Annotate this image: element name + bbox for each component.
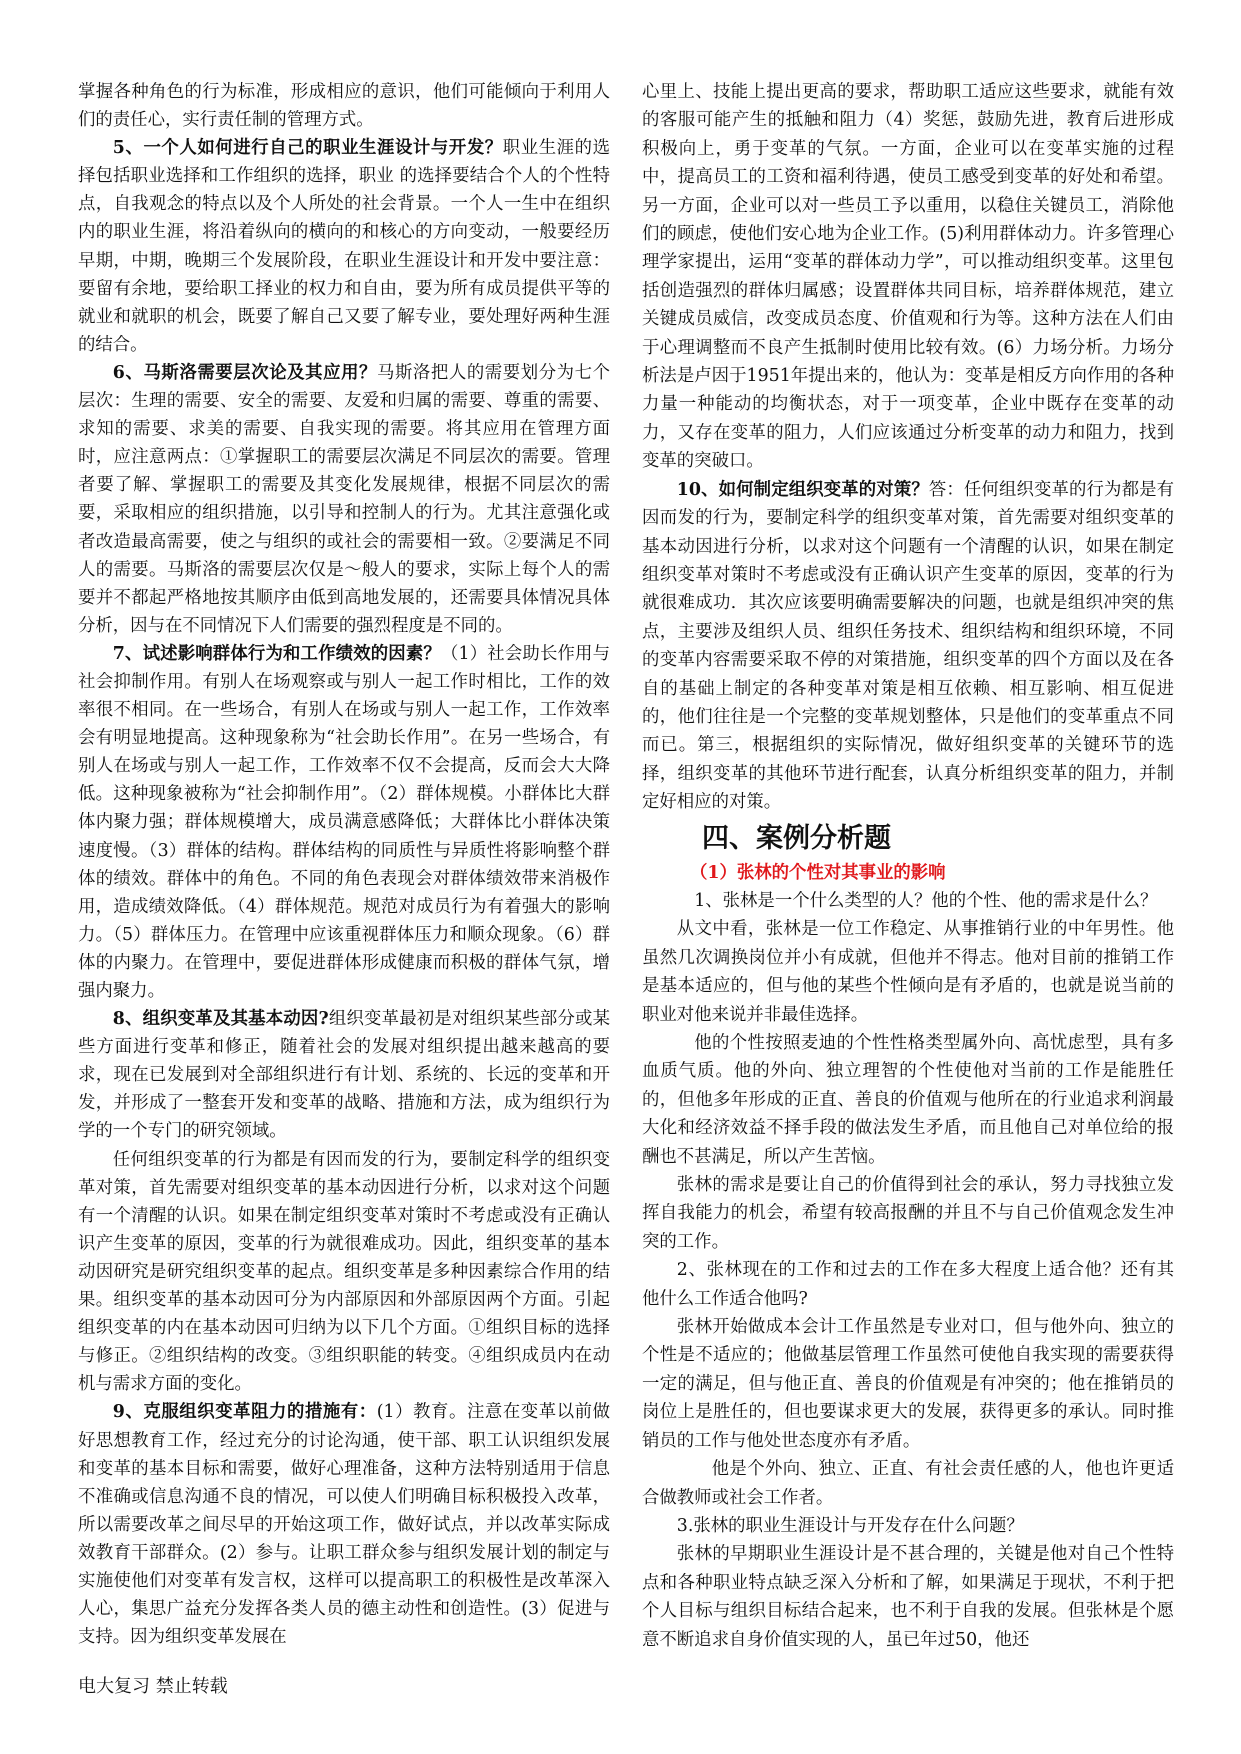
- question-10: [642, 476, 1174, 817]
- question-6-body: 马斯洛把人的需要划分为七个层次：生理的需要、安全的需要、友爱和归属的需要、尊重的需要、求知的需要、求美的需要、自我实现的需要。将其应用在管理方面时，应注意两点：①掌握职工的需要层次满足不同层次的需要。管理者要了解、掌握职工的需要及其变化发展规律，根据不同层次的需要，采取相应的组织措施，以引导和控制人的行为。尤其注意强化或者改造最高需要，使之与组织的或社会的需要相一致。②要满足不同人的需要。马斯洛的需要层次仅是～般人的要求，实际上每个人的需要并不都起严格地按其顺序由低到高地发展的，还需要具体情况具体分析，因与在不同情况下人们需要的强烈程度是不同的。: [78, 362, 610, 636]
- case-answer-1a: 从文中看，张林是一位工作稳定、从事推销行业的中年男性。他虽然几次调换岗位并小有成就，但他并不得志。他对目前的推销工作是基本适应的，但与他的某些个性倾向是有矛盾的，也就是说当前的职业对他来说并非最佳选择。: [642, 919, 1174, 1025]
- question-6-title: 6、马斯洛需要层次论及其应用？: [112, 362, 377, 383]
- question-5-title: 5、一个人如何进行自己的职业生涯设计与开发？: [112, 138, 503, 159]
- question-7: [78, 640, 610, 1005]
- section-heading: 四、案例分析题: [702, 822, 891, 854]
- case-title: （1）张林的个性对其事业的影响: [690, 862, 946, 883]
- case-answer-1c: 张林的需求是要让自己的价值得到社会的承认，努力寻找独立发挥自我能力的机会，希望有较高报酬的并且不与自己价值观念发生冲突的工作。: [642, 1175, 1174, 1252]
- question-8: [78, 1005, 610, 1145]
- question-9: [78, 1398, 610, 1651]
- paragraph-intro: 掌握各种角色的行为标准，形成相应的意识，他们可能倾向于利用人们的责任心，实行责任制的管理方式。: [78, 82, 610, 131]
- case-question-1: 1、张林是一个什么类型的人？他的个性、他的需求是什么？: [694, 890, 1158, 911]
- question-9-continued: 心里上、技能上提出更高的要求，帮助职工适应这些要求，就能有效的客服可能产生的抵触和阻力（4）奖惩，鼓励先进，教育后进形成积极向上，勇于变革的气氛。一方面，企业可以在变革实施的过程中，提高员工的工资和福利待遇，使员工感受到变革的好处和希望。另一方面，企业可以对一些员工予以重用，以稳住关键员工，消除他们的顾虑，使他们安心地为企业工作。(5)利用群体动力。许多管理心理学家提出，运用“变革的群体动力学”，可以推动组织变革。这里包括创造强烈的群体归属感；设置群体共同目标，培养群体规范，建立关键成员威信，改变成员态度、价值观和行为等。这种方法在人们由于心理调整而不良产生抵制时使用比较有效。(6）力场分析。力场分析法是卢因于1951年提出来的，他认为：变革是相反方向作用的各种力量一种能动的均衡状态，对于一项变革，企业中既存在变革的动力，又存在变革的阻力，人们应该通过分析变革的动力和阻力，找到变革的突破口。: [642, 82, 1174, 472]
- case-question-2: 2、张林现在的工作和过去的工作在多大程度上适合他？还有其他什么工作适合他吗?: [642, 1260, 1174, 1309]
- case-question-3: 3.张林的职业生涯设计与开发存在什么问题？: [676, 1515, 1024, 1536]
- question-10-body: 答：任何组织变革的行为都是有因而发的行为，要制定科学的组织变革对策，首先需要对组织变革的基本动因进行分析，以求对这个问题有一个清醒的认识，如果在制定组织变革对策时不考虑或没有正确认识产生变革的原因，变革的行为就很难成功．其次应该要明确需要解决的问题，也就是组织冲突的焦点，主要涉及组织人员、组织任务技术、组织结构和组织环境，不同的变革内容需要采取不停的对策措施，组织变革的四个方面以及在各自的基础上制定的各种变革对策是相互依赖、相互影响、相互促进的，他们往往是一个完整的变革规划整体，只是他们的变革重点不同而已。第三，根据组织的实际情况，做好组织变革的关键环节的选择，组织变革的其他环节进行配套，认真分析组织变革的阻力，并制定好相应的对策。: [642, 479, 1175, 813]
- question-8-body: 组织变革最初是对组织某些部分或某些方面进行变革和修正，随着社会的发展对组织提出越来越高的要求，现在已发展到对全部组织进行有计划、系统的、长远的变革和开发，并形成了一整套开发和变革的战略、措施和方法，成为组织行为学的一个专门的研究领域。: [78, 1009, 610, 1142]
- page-footer: 电大复习 禁止转载: [78, 1676, 228, 1697]
- case-answer-2b: 他是个外向、独立、正直、有社会责任感的人，他也许更适合做教师或社会工作者。: [642, 1459, 1174, 1508]
- question-6: [78, 359, 610, 640]
- question-8-title: 8、组织变革及其基本动因?: [112, 1009, 329, 1030]
- question-7-body: （1）社会助长作用与社会抑制作用。有别人在场观察或与别人一起工作时相比，工作的效率很不相同。在一些场合，有别人在场或与别人一起工作，工作效率会有明显地提高。这种现象称为“社会助长作用”。在另一些场合，有别人在场或与别人一起工作，工作效率不仅不会提高，反而会大大降低。这种现象被称为“社会抑制作用”。（2）群体规模。小群体比大群体内聚力强；群体规模增大，成员满意感降低；大群体比小群体决策速度慢。（3）群体的结构。群体结构的同质性与异质性将影响整个群体的绩效。群体中的角色。不同的角色表现会对群体绩效带来消极作用，造成绩效降低。（4）群体规范。规范对成员行为有着强大的影响力。（5）群体压力。在管理中应该重视群体压力和顺众现象。（6）群体的内聚力。在管理中，要促进群体形成健康而积极的群体气氛，增强内聚力。: [78, 643, 610, 1001]
- question-9-body: (1）教育。注意在变革以前做好思想教育工作，经过充分的讨论沟通，使干部、职工认识组织发展和变革的基本目标和需要，做好心理准备，这种方法特别适用于信息不准确或信息沟通不良的情况，可以使人们明确目标积极投入改革，所以需要改革之间尽早的开始这项工作，做好试点，并以改革实际成效教育干部群众。(2）参与。让职工群众参与组织发展计划的制定与实施使他们对变革有发言权，这样可以提高职工的积极性是改革深入人心，集思广益充分发挥各类人员的德主动性和创造性。(3）促进与支持。因为组织变革发展在: [78, 1402, 610, 1648]
- question-5-body: 职业生涯的选择包括职业选择和工作组织的选择，职业 的选择要结合个人的个性特点，自我观念的特点以及个人所处的社会背景。一个人一生中在组织内的职业生涯，将沿着纵向的横向的和核心的方向变动，一般要经历早期，中期，晚期三个发展阶段，在职业生涯设计和开发中要注意：要留有余地，要给职工择业的权力和自由，要为所有成员提供平等的就业和就职的机会，既要了解自己又要了解专业，要处理好两种生涯的结合。: [78, 138, 610, 355]
- question-8-paragraph-2: 任何组织变革的行为都是有因而发的行为，要制定科学的组织变革对策，首先需要对组织变革的基本动因进行分析，以求对这个问题有一个清醒的认识。如果在制定组织变革对策时不考虑或没有正确认识产生变革的原因，变革的行为就很难成功。因此，组织变革的基本 动因研究是研究组织变革的起点。组织变革是多种因素综合作用的结果。组织变革的基本动因可分为内部原因和外部原因两个方面。引起组织变革的内在基本动因可归纳为以下几个方面。①组织目标的选择与修正。②组织结构的改变。③组织职能的转变。④组织成员内在动机与需求方面的变化。: [78, 1149, 628, 1395]
- case-answer-3: 张林的早期职业生涯设计是不甚合理的，关键是他对自己个性特点和各种职业特点缺乏深入分析和了解，如果满足于现状，不利于把个人目标与组织目标结合起来，也不利于自我的发展。但张林是个愿意不断追求自身价值实现的人，虽已年过50，他还: [642, 1544, 1174, 1650]
- case-answer-2a: 张林开始做成本会计工作虽然是专业对口，但与他外向、独立的个性是不适应的；他做基层管理工作虽然可使他自我实现的需要获得一定的满足，但与他正直、善良的价值观是有冲突的；他在推销员的岗位上是胜任的，但也要谋求更大的发展，获得更多的承认。同时推销员的工作与他处世态度亦有矛盾。: [642, 1317, 1174, 1451]
- question-7-title: 7、试述影响群体行为和工作绩效的因素？: [112, 643, 441, 664]
- question-5: [78, 134, 610, 359]
- question-9-title: 9、克服组织变革阻力的措施有：: [112, 1402, 377, 1423]
- left-column: [78, 78, 628, 1651]
- question-10-title: 10、如何制定组织变革的对策？: [676, 479, 929, 500]
- case-answer-1b: 他的个性按照麦迪的个性性格类型属外向、高忧虑型，具有多血质气质。他的外向、独立理智的个性使他对当前的工作是能胜任的，但他多年形成的正直、善良的价值观与他所在的行业追求利润最大化和经济效益不择手段的做法发生矛盾，而且他自己对单位给的报酬也不甚满足，所以产生苦恼。: [642, 1033, 1174, 1167]
- right-column: [642, 78, 1174, 1654]
